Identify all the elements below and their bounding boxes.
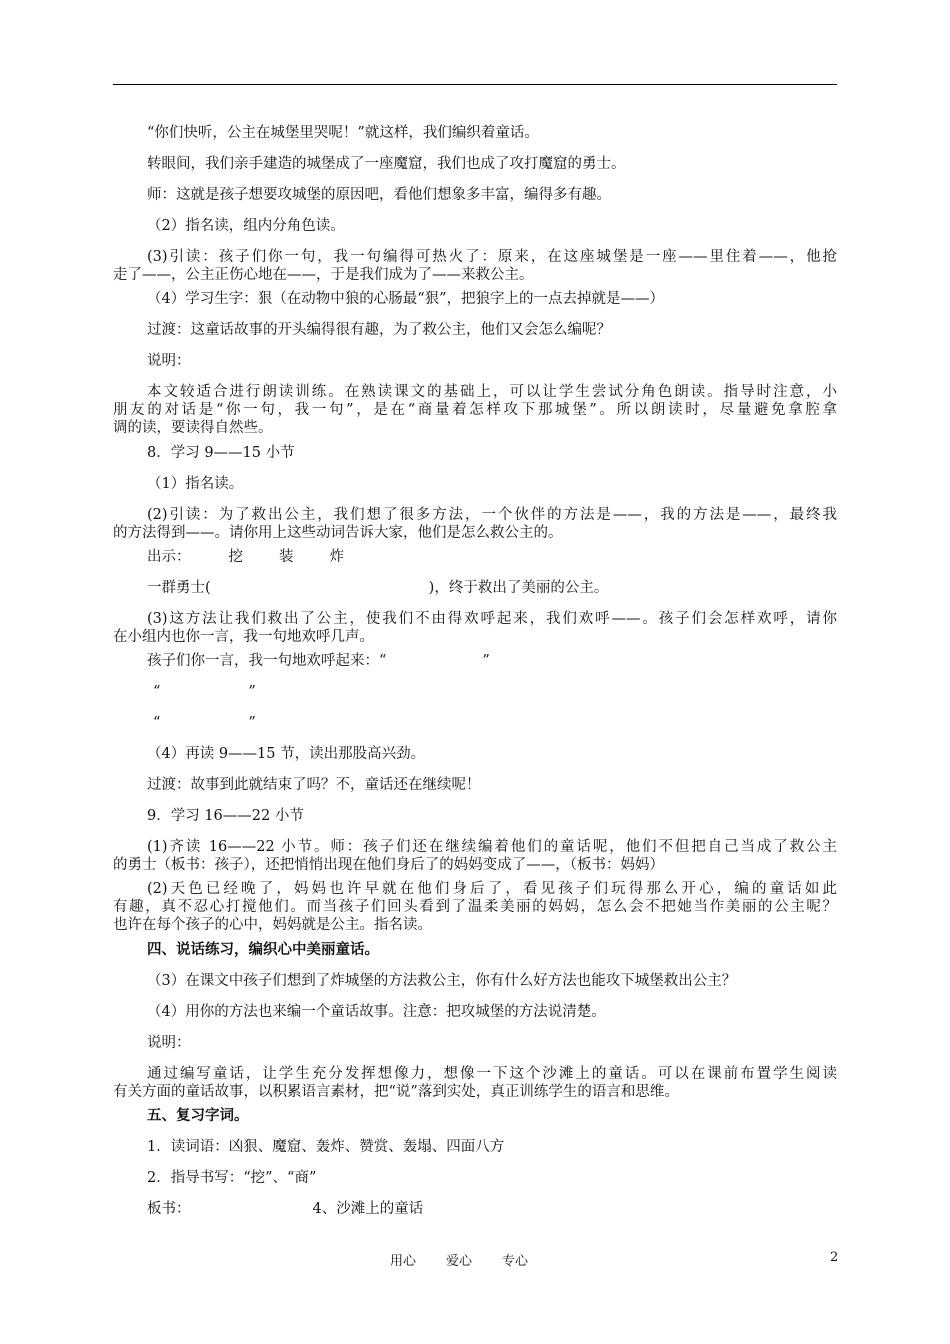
paragraph <box>147 1200 423 1218</box>
paragraph: 过渡：故事到此就结束了吗？不，童话还在继续呢！ <box>147 777 481 793</box>
paragraph: （2）指名读，组内分角色读。 <box>147 218 345 234</box>
paragraph: “ ” <box>153 715 256 731</box>
paragraph-line: (2)引读：为了救出公主，我们想了很多方法，一个伙伴的方法是——，我的方法是——，最终我 <box>147 507 837 523</box>
paragraph <box>113 838 837 874</box>
paragraph <box>113 506 837 542</box>
paragraph: （4）用你的方法也来编一个童话故事。注意：把攻城堡的方法说清楚。 <box>147 1004 606 1020</box>
paragraph <box>113 880 837 934</box>
footer-word: 专心 <box>502 1254 529 1269</box>
header-rule <box>113 84 837 85</box>
fill-in-suffix: )，终于救出了美丽的公主。 <box>428 580 609 596</box>
paragraph-line: 调的读，要读得自然些。 <box>113 420 273 436</box>
paragraph-line: 的方法得到——。请你用上这些动词告诉大家，他们是怎么救公主的。 <box>113 525 563 541</box>
footer-word: 用心 <box>390 1254 417 1269</box>
board-label: 板书： <box>147 1201 191 1217</box>
page-number: 2 <box>830 1250 839 1265</box>
display-word: 挖 <box>228 549 243 565</box>
paragraph-line: 有趣，真不忍心打搅他们。而当孩子们回头看到了温柔美丽的妈妈，怎么会不把她当作美丽的公主呢？ <box>113 899 837 915</box>
paragraph: 8．学习 9——15 小节 <box>147 445 295 461</box>
paragraph: 师：这就是孩子想要攻城堡的原因吧，看他们想象多丰富，编得多有趣。 <box>147 187 611 203</box>
paragraph: （3）在课文中孩子们想到了炸城堡的方法救公主，你有什么好方法也能攻下城堡救出公主？ <box>147 973 737 989</box>
paragraph: （4）学习生字：狠（在动物中狼的心肠最“狠”，把狼字上的一点去掉就是——） <box>147 291 665 307</box>
paragraph: 1．读词语：凶狠、魔窟、轰炸、赞赏、轰塌、四面八方 <box>147 1139 505 1155</box>
board-title: 4、沙滩上的童话 <box>312 1201 424 1217</box>
paragraph-line: 通过编写童话，让学生充分发挥想像力，想像一下这个沙滩上的童话。可以在课前布置学生阅读 <box>147 1066 837 1082</box>
section-heading: 五、复习字词。 <box>147 1107 249 1124</box>
paragraph-line: (2)天色已经晚了，妈妈也许早就在他们身后了，看见孩子们玩得那么开心，编的童话如此 <box>147 881 837 897</box>
paragraph-line: 的勇士（板书：孩子），还把悄悄出现在他们身后了的妈妈变成了——，（板书：妈妈） <box>113 857 664 873</box>
footer-word: 爱心 <box>446 1254 473 1269</box>
paragraph <box>113 1065 837 1101</box>
paragraph <box>113 610 837 646</box>
footer-motto <box>390 1250 558 1269</box>
paragraph: “你们快听，公主在城堡里哭呢！”就这样，我们编织着童话。 <box>147 125 539 141</box>
paragraph-line: 走了——，公主正伤心地在——，于是我们成为了——来救公主。 <box>113 267 534 283</box>
fill-in-prefix: 一群勇士( <box>147 580 211 596</box>
paragraph-line: 朋友的对话是“你一句，我一句”，是在“商量着怎样攻下那城堡”。所以朗读时，尽量避免拿腔拿 <box>113 402 837 418</box>
paragraph-line: (1)齐读 16——22 小节。师：孩子们还在继续编着他们的童话呢，他们不但把自己当成了救公主 <box>147 839 837 855</box>
paragraph: 孩子们你一言，我一句地欢呼起来：“ ” <box>147 653 490 669</box>
paragraph-line: 本文较适合进行朗读训练。在熟读课文的基础上，可以让学生尝试分角色朗读。指导时注意，小 <box>147 384 837 400</box>
paragraph: （4）再读 9——15 节，读出那股高兴劲。 <box>147 746 426 762</box>
paragraph: 说明： <box>147 1035 191 1051</box>
paragraph-line: 也许在每个孩子的心中，妈妈就是公主。指名读。 <box>113 917 432 933</box>
paragraph-line: (3)引读：孩子们你一句，我一句编得可热火了：原来，在这座城堡是一座——里住着——，他抢 <box>147 249 837 265</box>
paragraph <box>113 383 837 437</box>
display-label: 出示： <box>147 549 191 565</box>
paragraph <box>147 548 344 566</box>
paragraph-line: 有关方面的童话故事，以积累语言素材，把“说”落到实处，真正训练学生的语言和思维。 <box>113 1084 679 1100</box>
paragraph: 过渡：这童话故事的开头编得很有趣，为了救公主，他们又会怎么编呢？ <box>147 322 611 338</box>
display-word: 炸 <box>329 549 344 565</box>
paragraph: 转眼间，我们亲手建造的城堡成了一座魔窟，我们也成了攻打魔窟的勇士。 <box>147 156 626 172</box>
paragraph: “ ” <box>153 684 256 700</box>
paragraph: 2．指导书写：“挖”、“商” <box>147 1170 317 1186</box>
paragraph <box>147 579 608 597</box>
paragraph-line: 在小组内也你一言，我一句地欢呼几声。 <box>113 629 374 645</box>
display-word: 装 <box>279 549 294 565</box>
section-heading: 四、说话练习，编织心中美丽童话。 <box>147 941 379 958</box>
paragraph-line: (3)这方法让我们救出了公主，使我们不由得欢呼起来，我们欢呼——。孩子们会怎样欢呼，请你 <box>147 611 837 627</box>
paragraph: 说明： <box>147 353 191 369</box>
paragraph <box>113 248 837 284</box>
paragraph: 9．学习 16——22 小节 <box>147 808 304 824</box>
paragraph: （1）指名读。 <box>147 476 244 492</box>
